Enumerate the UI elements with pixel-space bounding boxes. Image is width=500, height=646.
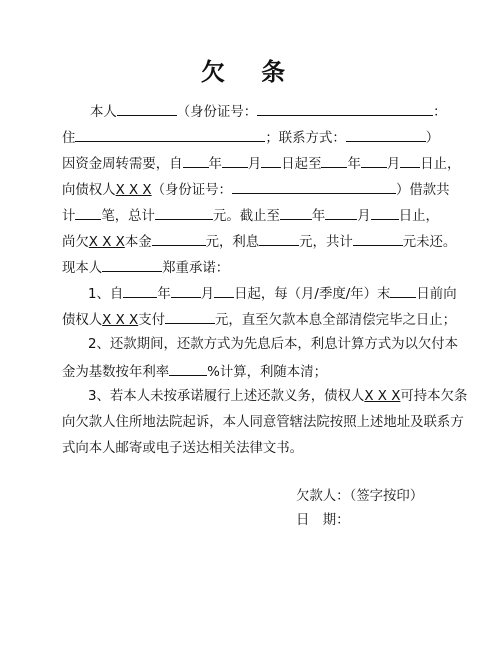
line-outstanding: 尚欠X X X本金 元，利息 元，共计 元未还。 [62, 232, 456, 252]
start-year-blank[interactable] [183, 154, 209, 168]
end-year-blank[interactable] [321, 154, 347, 168]
address-blank[interactable] [75, 128, 265, 142]
line-total: 计 笔，总计 元。截止至 年 月 日止， [62, 206, 439, 226]
creditor-name: X X X [115, 183, 152, 198]
line-clause-2b: 金为基数按年利率 %计算，利随本清； [62, 362, 327, 382]
line-clause-3b: 向欠款人住所地法院起诉，本人同意管辖法院按照上述地址及联系方 [62, 415, 464, 430]
line-clause-2: 2、还款期间，还款方式为先息后本，利息计算方式为以欠付本 [88, 337, 459, 352]
loan-count-blank[interactable] [75, 206, 101, 220]
grand-total-blank[interactable] [353, 232, 403, 246]
repay-year-blank[interactable] [123, 284, 157, 298]
interest-blank[interactable] [259, 232, 299, 246]
start-day-blank[interactable] [261, 154, 281, 168]
start-month-blank[interactable] [222, 154, 248, 168]
end-month-blank[interactable] [361, 154, 387, 168]
creditor-id-blank[interactable] [232, 180, 396, 194]
debtor-name-blank[interactable] [117, 102, 177, 116]
cutoff-month-blank[interactable] [325, 206, 357, 220]
document-title: 欠 条 [200, 57, 300, 86]
line-promise: 现本人 郑重承诺： [62, 258, 229, 278]
contact-blank[interactable] [346, 128, 426, 142]
line-clause-1b: 债权人X X X支付 元，直至欠款本息全部清偿完毕之日止； [62, 310, 456, 330]
creditor-name: X X X [102, 313, 139, 328]
creditor-name: X X X [364, 389, 401, 404]
line-creditor: 向债权人X X X（身份证号： ）借款共 [62, 180, 450, 200]
creditor-name: X X X [88, 235, 125, 250]
cutoff-day-blank[interactable] [371, 206, 399, 220]
installment-blank[interactable] [165, 310, 215, 324]
repay-month-blank[interactable] [171, 284, 201, 298]
debtor-id-blank[interactable] [257, 102, 433, 116]
line-clause-1: 1、自 年 月 日起，每（月/季度/年）末 日前向 [88, 284, 457, 304]
end-day-blank[interactable] [400, 154, 420, 168]
line-address: 住 ；联系方式： ） [62, 128, 439, 148]
debtor-signature-label: 欠款人：（签字按印） [296, 489, 424, 504]
line-debtor-name: 本人 （身份证号： ： [90, 102, 447, 122]
repay-day-blank[interactable] [214, 284, 234, 298]
interest-rate-blank[interactable] [169, 362, 207, 376]
line-clause-3c: 式向本人邮寄或电子送达相关法律文书。 [62, 441, 304, 456]
cutoff-year-blank[interactable] [280, 206, 312, 220]
line-clause-3: 3、若本人未按承诺履行上述还款义务，债权人X X X可持本欠条 [88, 389, 468, 404]
period-day-blank[interactable] [390, 284, 416, 298]
line-period: 因资金周转需要，自 年 月 日起至 年 月 日止， [62, 154, 460, 174]
promisor-name-blank[interactable] [102, 258, 162, 272]
date-label: 日 期： [296, 513, 350, 528]
principal-blank[interactable] [152, 232, 206, 246]
loan-total-blank[interactable] [155, 206, 213, 220]
